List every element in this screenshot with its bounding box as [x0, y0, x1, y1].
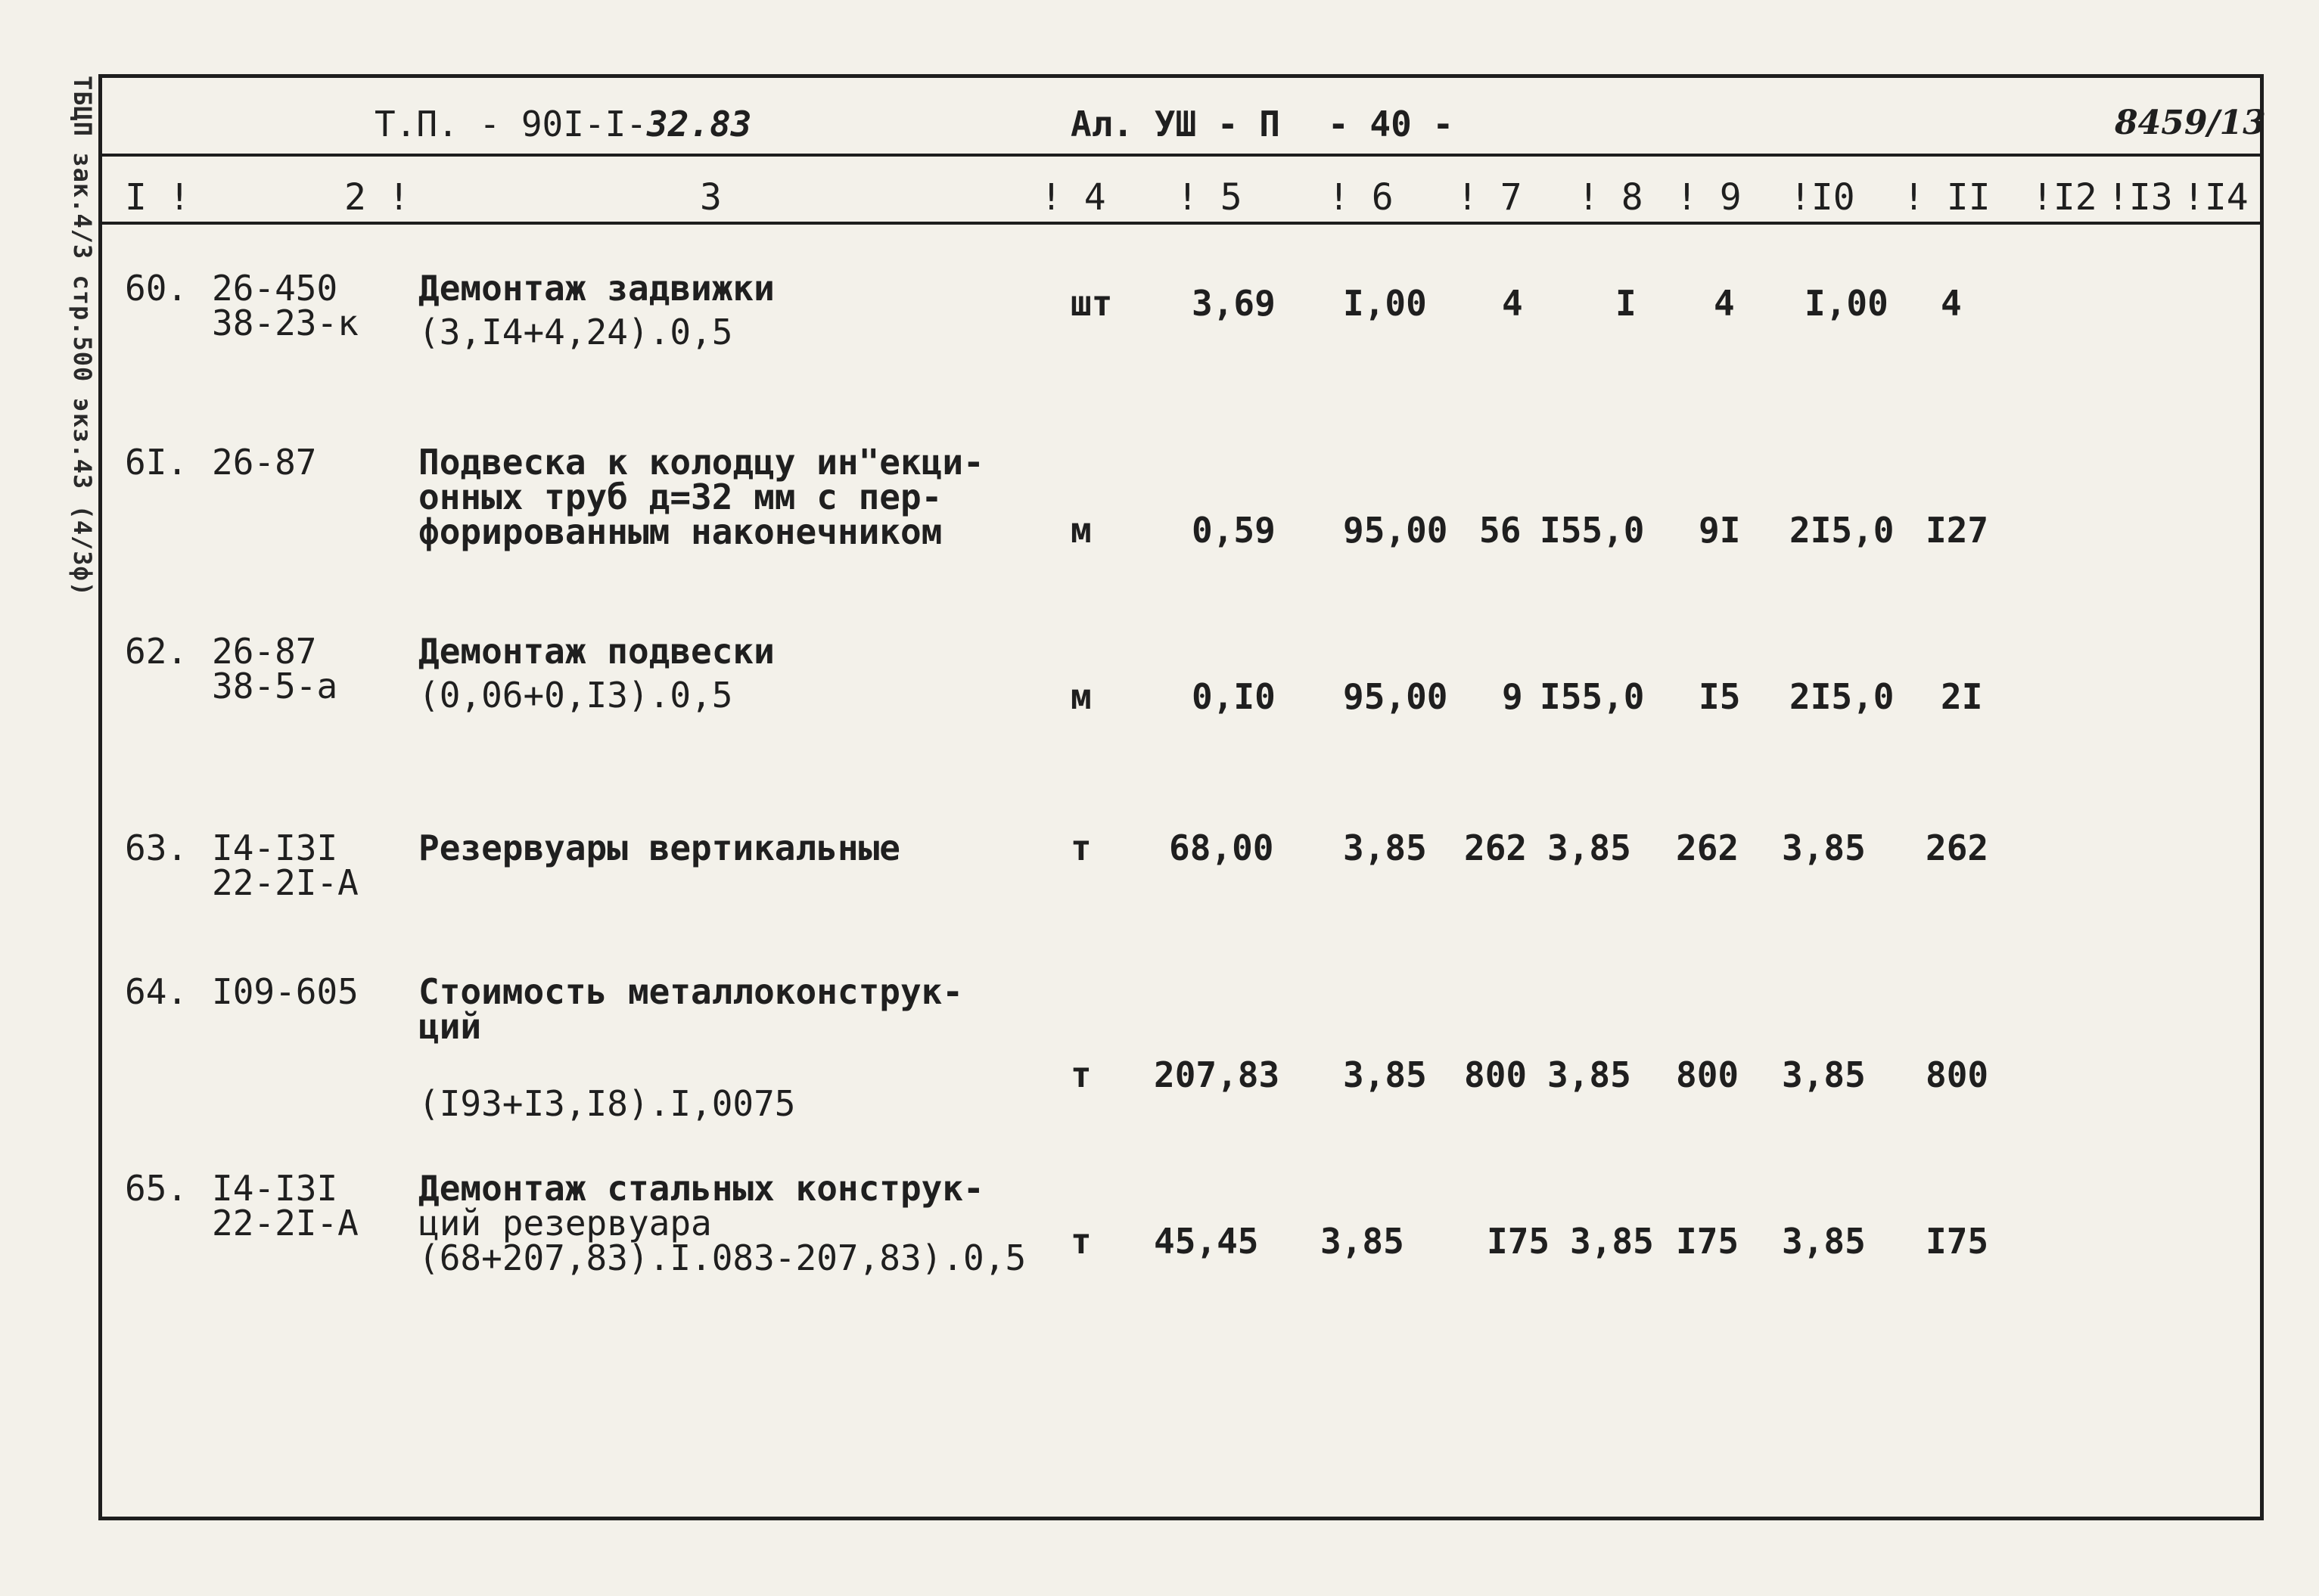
price-code-line: 22-2I-А	[212, 1203, 359, 1244]
cell-col10: 2I5,0	[1789, 510, 1895, 551]
price-code-line: 38-23-к	[212, 303, 359, 343]
cell-col11: 800	[1926, 1054, 1989, 1095]
cell-col7: 4	[1502, 283, 1523, 324]
column-number-8: ! 8	[1578, 176, 1643, 219]
price-code-line: 26-87	[212, 631, 317, 672]
description-formula: (3,I4+4,24).0,5	[418, 312, 733, 352]
unit: т	[1071, 1221, 1092, 1262]
cell-col11: I75	[1926, 1221, 1989, 1262]
column-number-3: 3	[700, 176, 722, 219]
column-number-10: !I0	[1789, 176, 1855, 219]
cell-col9: 800	[1676, 1054, 1739, 1095]
description-line: Демонтаж стальных конструк-	[418, 1168, 984, 1209]
row-number: 64.	[125, 971, 188, 1012]
cell-col10: 3,85	[1782, 827, 1866, 868]
cell-col5: 0,I0	[1192, 676, 1276, 717]
cell-col11: 4	[1941, 283, 1962, 324]
table-row	[102, 268, 2260, 437]
cell-col8: I55,0	[1540, 510, 1645, 551]
cell-col5: 45,45	[1154, 1221, 1259, 1262]
estimate-rows	[102, 78, 2260, 1517]
price-code-line: I4-I3I	[212, 827, 338, 868]
work-description	[418, 827, 1099, 868]
cell-col8: 3,85	[1547, 1054, 1631, 1095]
price-code-line: I09-605	[212, 971, 359, 1012]
cell-col6: 95,00	[1343, 676, 1448, 717]
cell-col5: 207,83	[1154, 1054, 1280, 1095]
work-description	[418, 442, 1099, 552]
cell-col8: 3,85	[1570, 1221, 1654, 1262]
work-description	[418, 1168, 1099, 1278]
description-formula: (0,06+0,I3).0,5	[418, 675, 733, 716]
column-number-14: !I4	[2183, 176, 2249, 219]
cell-col6: 95,00	[1343, 510, 1448, 551]
description-line: ций резервуара	[418, 1203, 712, 1244]
cell-col6: 3,85	[1343, 827, 1427, 868]
description-line: Демонтаж подвески	[418, 631, 775, 672]
cell-col7: 800	[1464, 1054, 1528, 1095]
row-number: 6I.	[125, 442, 188, 483]
row-number: 63.	[125, 827, 188, 868]
cell-col9: 262	[1676, 827, 1739, 868]
cell-col5: 68,00	[1169, 827, 1274, 868]
work-description	[418, 971, 1099, 1124]
cell-col5: 3,69	[1192, 283, 1276, 324]
column-number-1: I !	[125, 176, 191, 219]
cell-col10: 3,85	[1782, 1054, 1866, 1095]
side-stamp: ТБЦП зак.4/3 стр.500 экз.43 (4/3ф)	[68, 76, 97, 598]
column-number-4: ! 4	[1040, 176, 1106, 219]
column-number-6: ! 6	[1328, 176, 1394, 219]
description-line: Демонтаж задвижки	[418, 268, 775, 309]
column-number-13: !I3	[2107, 176, 2173, 219]
cell-col8: 3,85	[1547, 827, 1631, 868]
column-number-2: 2 !	[344, 176, 410, 219]
cell-col10: 3,85	[1782, 1221, 1866, 1262]
description-line: Подвеска к колодцу ин"екци-	[418, 442, 984, 483]
unit: т	[1071, 1054, 1092, 1095]
description-line: Резервуары вертикальные	[418, 827, 900, 868]
column-number-9: ! 9	[1676, 176, 1742, 219]
cell-col5: 0,59	[1192, 510, 1276, 551]
description-line: форированным наконечником	[418, 511, 943, 552]
description-line: ций	[418, 1006, 482, 1047]
price-code-line: 26-87	[212, 442, 317, 483]
description-line: онных труб д=32 мм с пер-	[418, 477, 943, 517]
cell-col9: I75	[1676, 1221, 1739, 1262]
row-number: 60.	[125, 268, 188, 309]
work-description	[418, 631, 1099, 717]
cell-col10: 2I5,0	[1789, 676, 1895, 717]
table-row	[102, 442, 2260, 611]
cell-col9: 9I	[1699, 510, 1741, 551]
description-line: Стоимость металлоконструк-	[418, 971, 964, 1012]
price-code-line: 26-450	[212, 268, 338, 309]
cell-col7: I75	[1487, 1221, 1550, 1262]
price-code-line: 38-5-а	[212, 666, 338, 706]
estimate-sheet	[98, 74, 2264, 1520]
cell-col6: 3,85	[1343, 1054, 1427, 1095]
project-code-handwritten: 32.83	[647, 104, 752, 144]
cell-col8: I55,0	[1540, 676, 1645, 717]
album-label: Ал. УШ - П	[1071, 104, 1280, 144]
price-code-line: 22-2I-А	[212, 862, 359, 903]
description-formula: (68+207,83).I.083-207,83).0,5	[418, 1237, 1027, 1278]
column-number-12: !I2	[2031, 176, 2097, 219]
table-row	[102, 1168, 2260, 1337]
cell-col11: 262	[1926, 827, 1989, 868]
cell-col8: I	[1615, 283, 1637, 324]
page-number: - 40 -	[1328, 104, 1454, 144]
column-number-5: ! 5	[1177, 176, 1242, 219]
cell-col6: I,00	[1343, 283, 1427, 324]
cell-col7: 262	[1464, 827, 1528, 868]
cell-col11: I27	[1926, 510, 1989, 551]
unit: м	[1071, 676, 1092, 717]
column-number-11: ! II	[1903, 176, 1991, 219]
cell-col7: 56	[1479, 510, 1522, 551]
description-formula: (I93+I3,I8).I,0075	[418, 1083, 796, 1124]
unit: м	[1071, 510, 1092, 551]
row-number: 65.	[125, 1168, 188, 1209]
cell-col7: 9	[1502, 676, 1523, 717]
cell-col11: 2I	[1941, 676, 1983, 717]
cell-col6: 3,85	[1320, 1221, 1404, 1262]
column-number-7: ! 7	[1456, 176, 1522, 219]
row-number: 62.	[125, 631, 188, 672]
work-description	[418, 268, 1099, 352]
cell-col9: 4	[1714, 283, 1735, 324]
project-code-text: Т.П. - 90I-I-	[375, 104, 648, 144]
table-row	[102, 631, 2260, 800]
table-row	[102, 971, 2260, 1141]
price-code-line: I4-I3I	[212, 1168, 338, 1209]
document-number: 8459/13	[2115, 104, 2266, 142]
cell-col9: I5	[1699, 676, 1741, 717]
unit: т	[1071, 827, 1092, 868]
cell-col10: I,00	[1805, 283, 1888, 324]
unit: шт	[1071, 283, 1113, 324]
